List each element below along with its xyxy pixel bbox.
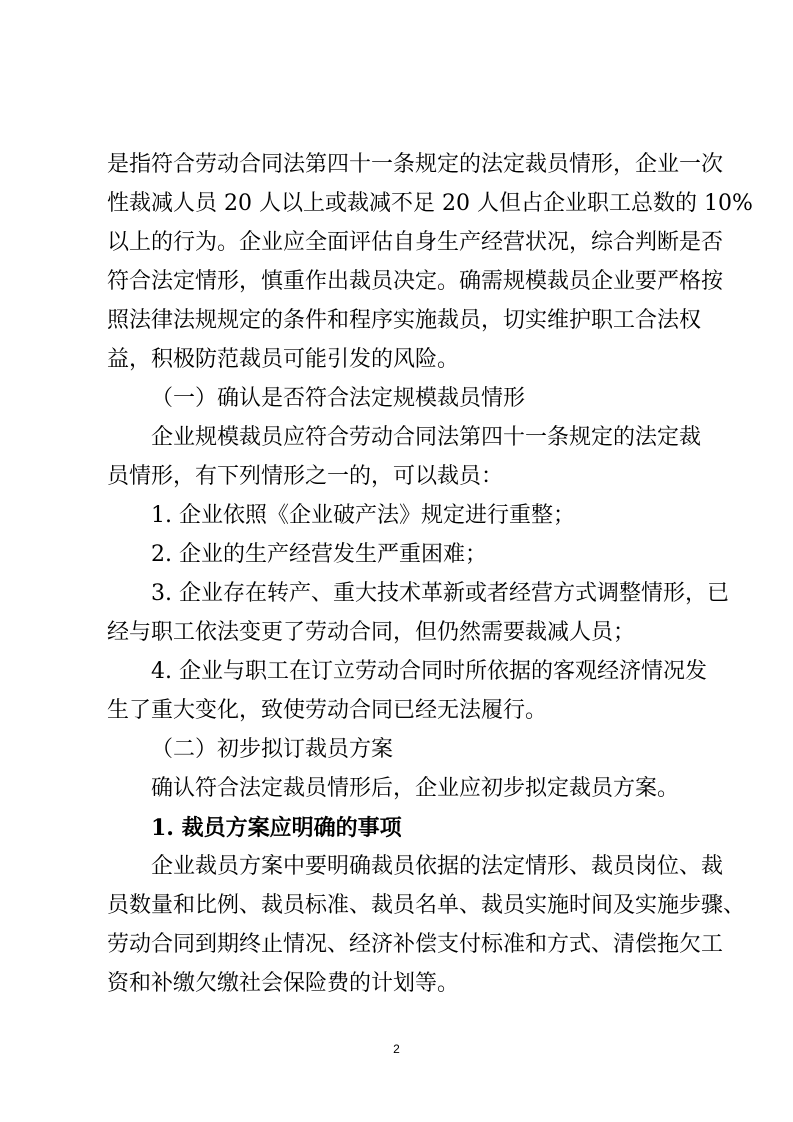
list-item: 4. 企业与职工在订立劳动合同时所依据的客观经济情况发 <box>151 659 707 684</box>
text-line: 确认符合法定裁员情形后，企业应初步拟定裁员方案。 <box>151 776 680 801</box>
text-line: 资和补缴欠缴社会保险费的计划等。 <box>107 971 460 996</box>
text-line: 经与职工依法变更了劳动合同，但仍然需要裁减人员； <box>107 620 636 645</box>
text-line: 以上的行为。企业应全面评估自身生产经营状况，综合判断是否 <box>107 230 724 255</box>
text-line: 劳动合同到期终止情况、经济补偿支付标准和方式、清偿拖欠工 <box>107 932 724 957</box>
text-line: 是指符合劳动合同法第四十一条规定的法定裁员情形，企业一次 <box>107 152 724 177</box>
text-line: 企业规模裁员应符合劳动合同法第四十一条规定的法定裁 <box>151 425 702 450</box>
page-number: 2 <box>393 1042 400 1056</box>
section-heading: （一）确认是否符合法定规模裁员情形 <box>151 386 526 411</box>
text-line: 员情形，有下列情形之一的，可以裁员： <box>107 464 504 489</box>
text-line: 企业裁员方案中要明确裁员依据的法定情形、裁员岗位、裁 <box>151 854 724 879</box>
section-heading: （二）初步拟订裁员方案 <box>151 737 394 762</box>
text-line: 性裁减人员 20 人以上或裁减不足 20 人但占企业职工总数的 10% <box>107 191 753 216</box>
text-line: 生了重大变化，致使劳动合同已经无法履行。 <box>107 698 548 723</box>
list-item: 1. 企业依照《企业破产法》规定进行重整； <box>151 503 575 528</box>
list-item: 3. 企业存在转产、重大技术革新或者经营方式调整情形，已 <box>151 581 729 606</box>
list-item: 2. 企业的生产经营发生严重困难； <box>151 542 487 567</box>
text-line: 符合法定情形，慎重作出裁员决定。确需规模裁员企业要严格按 <box>107 269 724 294</box>
text-line: 员数量和比例、裁员标准、裁员名单、裁员实施时间及实施步骤、 <box>107 893 746 918</box>
text-line: 益，积极防范裁员可能引发的风险。 <box>107 347 460 372</box>
text-line: 照法律法规规定的条件和程序实施裁员，切实维护职工合法权 <box>107 308 702 333</box>
subsection-heading: 1. 裁员方案应明确的事项 <box>151 815 402 841</box>
